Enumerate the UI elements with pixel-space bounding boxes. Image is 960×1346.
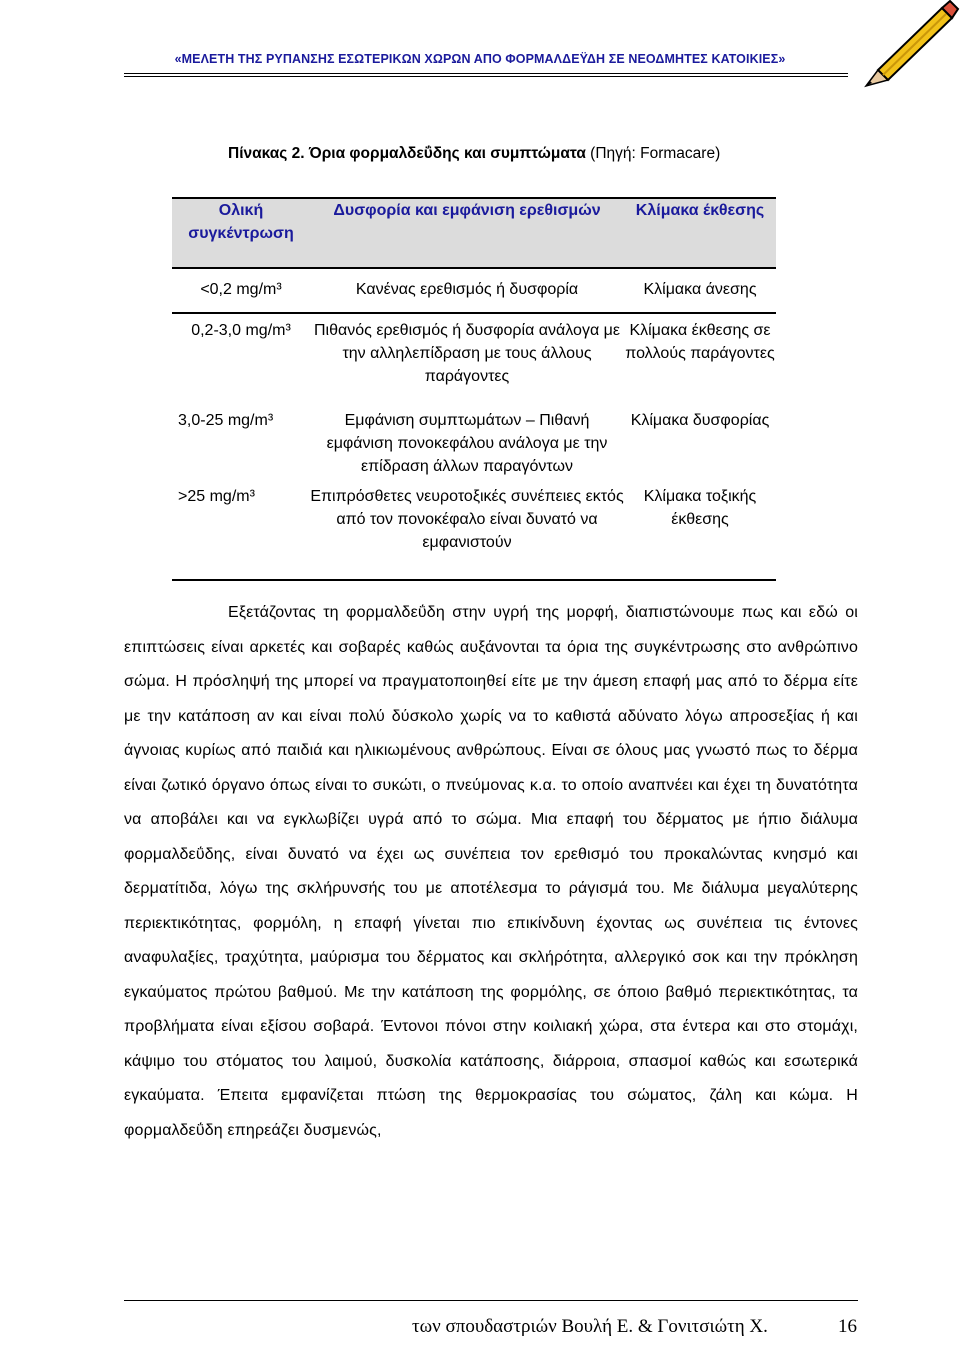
table-caption [228, 145, 720, 163]
header-rule-bottom [124, 76, 848, 77]
cell-symptom: Κανένας ερεθισμός ή δυσφορία [310, 268, 624, 313]
cell-concentration: <0,2 mg/m³ [172, 268, 310, 313]
caption-label: Πίνακας 2. Όρια φορμαλδεΰδης και συμπτώματα [228, 145, 586, 162]
footer-rule [124, 1300, 858, 1301]
cell-scale: Κλίμακα άνεσης [624, 268, 776, 313]
table-row [172, 485, 776, 580]
body-text [124, 596, 858, 1148]
cell-symptom: Εμφάνιση συμπτωμάτων – Πιθανή εμφάνιση πονοκεφάλου ανάλογα με την επίδραση άλλων παραγόντων [326, 412, 608, 475]
table-row [172, 409, 776, 485]
cell-scale: Κλίμακα τοξικής έκθεσης [624, 485, 776, 580]
header-concentration: Ολική συγκέντρωση [172, 198, 310, 268]
header-scale: Κλίμακα έκθεσης [624, 198, 776, 268]
cell-concentration: 0,2-3,0 mg/m³ [191, 322, 291, 339]
caption-source: (Πηγή: Formacare) [585, 145, 721, 162]
header-symptoms: Δυσφορία και εμφάνιση ερεθισμών [310, 198, 624, 268]
body-paragraph: Εξετάζοντας τη φορμαλδεΰδη στην υγρή της μορφή, διαπιστώνουμε πως και εδώ οι επιπτώσεις είναι αρκετές και σοβαρές καθώς αυξάνονται τα όρια της συγκέντρωσης στο ανθρώπινο σώμα. Η πρόσληψή της μπορεί να πραγματοποιηθεί είτε με την άμεση επαφή μας από το δέρμα είτε με την κατάποση αν και είναι πολύ δύσκολο χωρίς να το καθιστά αδύνατο λόγω απροσεξίας ή και άγνοιας κυρίως από παιδιά και ηλικιωμένους ανθρώπους. Είναι σε όλους μας γνωστό πως το δέρμα είναι ζωτικό όργανο όπως είναι το συκώτι, ο πνεύμονας κ.α. το οποίο αναπνέει και έχει τη δυνατότητα να αποβάλει και να εγκλωβίζει υγρά από το σώμα. Μια επαφή του δέρματος με ήπιο διάλυμα φορμαλδεΰδης, είναι δυνατό να έχει ως συνέπεια τον ερεθισμό του προκαλώντας κνησμό και δερματίτιδα, λόγω της σκλήρυνσής του με αποτέλεσμα το ράγισμά του. Με διάλυμα μεγαλύτερης περιεκτικότητας, φορμόλη, η επαφή γίνεται πιο επικίνδυνη έχοντας ως συνέπεια τις έντονες αναφυλαξίες, τραχύτητα, μαύρισμα του δέρματος και σκλήρότητα, αλλεργικό σοκ και την πρόκληση εγκαύματος πρώτου βαθμού. Με την κατάποση της φορμόλης, σε όποιο βαθμό περιεκτικότητας, τα προβλήματα είναι εξίσου σοβαρά. Έντονοι πόνοι στην κοιλιακή χώρα, στα έντερα και στο στομάχι, κάψιμο του στόματος του λαιμού, δυσκολία κατάποσης, διάρροια, σπασμοί καθώς και εσωτερικά εγκαύματα. Έπειτα εμφανίζεται πτώση της θερμοκρασίας του σώματος, ζάλη και κώμα. Η φορμαλδεΰδη επηρεάζει δυσμενώς, [124, 604, 858, 1139]
table-header-row [172, 198, 776, 268]
table-row [172, 268, 776, 313]
pencil-icon [858, 0, 960, 92]
cell-scale: Κλίμακα έκθεσης σε πολλούς παράγοντες [625, 322, 775, 362]
table-row [172, 313, 776, 409]
formaldehyde-limits-table [172, 197, 776, 581]
running-header: «ΜΕΛΕΤΗ ΤΗΣ ΡΥΠΑΝΣΗΣ ΕΣΩΤΕΡΙΚΩΝ ΧΩΡΩΝ ΑΠΟ ΦΟΡΜΑΛΔΕΫΔΗ ΣΕ ΝΕΟΔΜΗΤΕΣ ΚΑΤΟΙΚΙΕΣ» [174, 52, 786, 66]
cell-symptom: Επιπρόσθετες νευροτοξικές συνέπειες εκτός από τον πονοκέφαλο είναι δυνατό να εμφανιστούν [310, 485, 624, 580]
footer-authors: των σπουδαστριών Βουλή Ε. & Γονιτσιώτη Χ. [412, 1316, 768, 1337]
cell-symptom: Πιθανός ερεθισμός ή δυσφορία ανάλογα με την αλληλεπίδραση με τους άλλους παράγοντες [314, 322, 620, 385]
cell-concentration: 3,0-25 mg/m³ [178, 412, 274, 429]
page-number: 16 [838, 1316, 857, 1337]
cell-concentration: >25 mg/m³ [172, 485, 310, 580]
cell-scale: Κλίμακα δυσφορίας [630, 412, 770, 429]
header-rule-top [124, 73, 848, 74]
